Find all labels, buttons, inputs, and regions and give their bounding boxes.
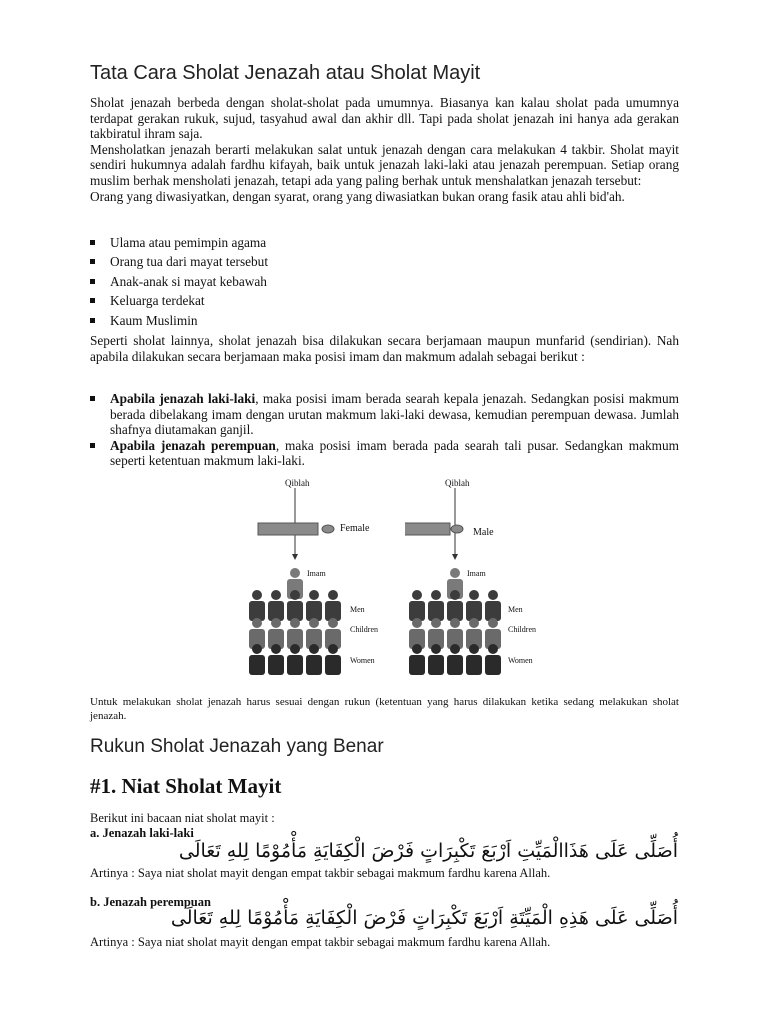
- person-head: [271, 618, 281, 628]
- imam-label: Imam: [467, 569, 486, 578]
- qiblah-label: Qiblah: [285, 478, 310, 488]
- person-head: [252, 618, 262, 628]
- position-text: , maka posisi imam berada searah kepala jenazah. Sedangkan posisi makmum berada dibelakang imam dengan urutan makmum laki-laki dewasa, kemudian perempuan dewasa. Jumlah shafnya diutamakan ganjil.: [110, 391, 679, 438]
- female-label-heading: b. Jenazah perempuan: [90, 895, 211, 909]
- person-body: [325, 655, 341, 675]
- person-body: [447, 655, 463, 675]
- person-head: [412, 590, 422, 600]
- person-head: [309, 590, 319, 600]
- positions-list: [90, 391, 679, 469]
- person-head: [309, 644, 319, 654]
- person-head: [469, 590, 479, 600]
- person-body: [268, 655, 284, 675]
- list-item: Ulama atau pemimpin agama: [90, 235, 268, 254]
- person-head: [271, 644, 281, 654]
- person-head: [469, 618, 479, 628]
- person-head: [290, 644, 300, 654]
- intro-paragraph-3: Orang yang diwasiyatkan, dengan syarat, orang yang diwasiatkan bukan orang fasik atau ahli bid'ah.: [90, 188, 625, 204]
- page-title: Tata Cara Sholat Jenazah atau Sholat Mayit: [90, 62, 481, 84]
- person-head: [488, 618, 498, 628]
- person-head: [488, 644, 498, 654]
- men-label: Men: [508, 605, 523, 614]
- person-body: [466, 655, 482, 675]
- person-head: [252, 590, 262, 600]
- person-head: [450, 568, 460, 578]
- rukun-note: Untuk melakukan sholat jenazah harus sesuai dengan rukun (ketentuan yang harus dilakukan ketika sedang melakukan sholat jenazah.: [90, 696, 679, 722]
- person-head: [431, 618, 441, 628]
- person-head: [271, 590, 281, 600]
- person-body: [485, 655, 501, 675]
- person-body: [287, 655, 303, 675]
- person-head: [290, 568, 300, 578]
- jamaah-paragraph: Seperti sholat lainnya, sholat jenazah bisa dilakukan secara berjamaan maupun munfarid (sendirian). Nah apabila dilakukan secara berjamaan maka posisi imam dan makmum adalah sebagai berikut :: [90, 333, 679, 364]
- person-head: [290, 618, 300, 628]
- niat-intro: Berikut ini bacaan niat sholat mayit :: [90, 811, 275, 825]
- person-head: [450, 618, 460, 628]
- imam-label: Imam: [307, 569, 326, 578]
- children-label: Children: [508, 625, 536, 634]
- person-head: [328, 644, 338, 654]
- female-niat-meaning: Artinya : Saya niat sholat mayit dengan empat takbir sebagai makmum fardhu karena Allah.: [90, 935, 551, 949]
- male-niat-arabic: أُصَلِّى عَلَى هَذَاالْمَيِّتِ اَرْبَعَ تَكْبِرَاتٍ فَرْضَ الْكِفَايَةِ مَأْمُوْمًا لِلهِ تَعَالَى: [178, 840, 678, 862]
- women-label: Women: [350, 656, 375, 665]
- list-item: Orang tua dari mayat tersebut: [90, 254, 268, 273]
- position-text: , maka posisi imam berada pada searah tali pusar. Sedangkan makmum seperti ketentuan makmum laki-laki.: [110, 437, 679, 469]
- male-label: Male: [473, 527, 494, 538]
- list-item: [90, 391, 679, 438]
- niat-title: #1. Niat Sholat Mayit: [90, 774, 282, 798]
- person-head: [328, 618, 338, 628]
- person-head: [412, 644, 422, 654]
- person-head: [488, 590, 498, 600]
- position-heading: Apabila jenazah perempuan: [110, 437, 276, 453]
- list-item: Anak-anak si mayat kebawah: [90, 274, 268, 293]
- person-head: [450, 590, 460, 600]
- person-head: [328, 590, 338, 600]
- heirs-list: [90, 235, 268, 332]
- intro-text: [90, 95, 679, 204]
- men-label: Men: [350, 605, 365, 614]
- person-body: [249, 655, 265, 675]
- person-head: [412, 618, 422, 628]
- person-head: [469, 644, 479, 654]
- women-label: Women: [508, 656, 533, 665]
- female-niat-arabic: أُصَلِّى عَلَى هَذِهِ الْمَيِّتَةِ اَرْبَعَ تَكْبِرَاتٍ فَرْضَ الْكِفَايَةِ مَأْمُوْمًا لِلهِ تَعَالَى: [170, 907, 678, 929]
- person-head: [450, 644, 460, 654]
- list-item: Keluarga terdekat: [90, 293, 268, 312]
- person-body: [428, 655, 444, 675]
- list-item: [90, 438, 679, 469]
- person-body: [306, 655, 322, 675]
- person-head: [309, 618, 319, 628]
- intro-paragraph-2: Mensholatkan jenazah berarti melakukan salat untuk jenazah dengan cara melakukan 4 takbir. Sholat mayit sendiri hukumnya adalah fardhu kifayah, baik untuk jenazah laki-laki atau jenazah perempuan. Setiap orang muslim berhak mensholati jenazah, tetapi ada yang paling berhak untuk menshalatkan jenazah tersebut:: [90, 141, 679, 188]
- congregation-figure: [405, 478, 555, 678]
- female-label: Female: [340, 523, 370, 534]
- children-label: Children: [350, 625, 378, 634]
- person-head: [252, 644, 262, 654]
- intro-paragraph-1: Sholat jenazah berbeda dengan sholat-sholat pada umumnya. Biasanya kan kalau sholat pada umumnya terdapat gerakan rukuk, sujud, tasyahud awal dan akhir dll. Tapi pada sholat jenazah ini hanya ada gerakan takbiratul ihram saja.: [90, 95, 679, 142]
- person-body: [409, 655, 425, 675]
- list-item: Kaum Muslimin: [90, 313, 268, 332]
- person-head: [431, 644, 441, 654]
- male-label-heading: a. Jenazah laki-laki: [90, 826, 194, 840]
- person-head: [431, 590, 441, 600]
- person-head: [290, 590, 300, 600]
- male-niat-meaning: Artinya : Saya niat sholat mayit dengan empat takbir sebagai makmum fardhu karena Allah.: [90, 866, 551, 880]
- congregation-figure: [245, 478, 395, 678]
- position-heading: Apabila jenazah laki-laki: [110, 391, 256, 406]
- qiblah-label: Qiblah: [445, 478, 470, 488]
- rukun-title: Rukun Sholat Jenazah yang Benar: [90, 736, 384, 757]
